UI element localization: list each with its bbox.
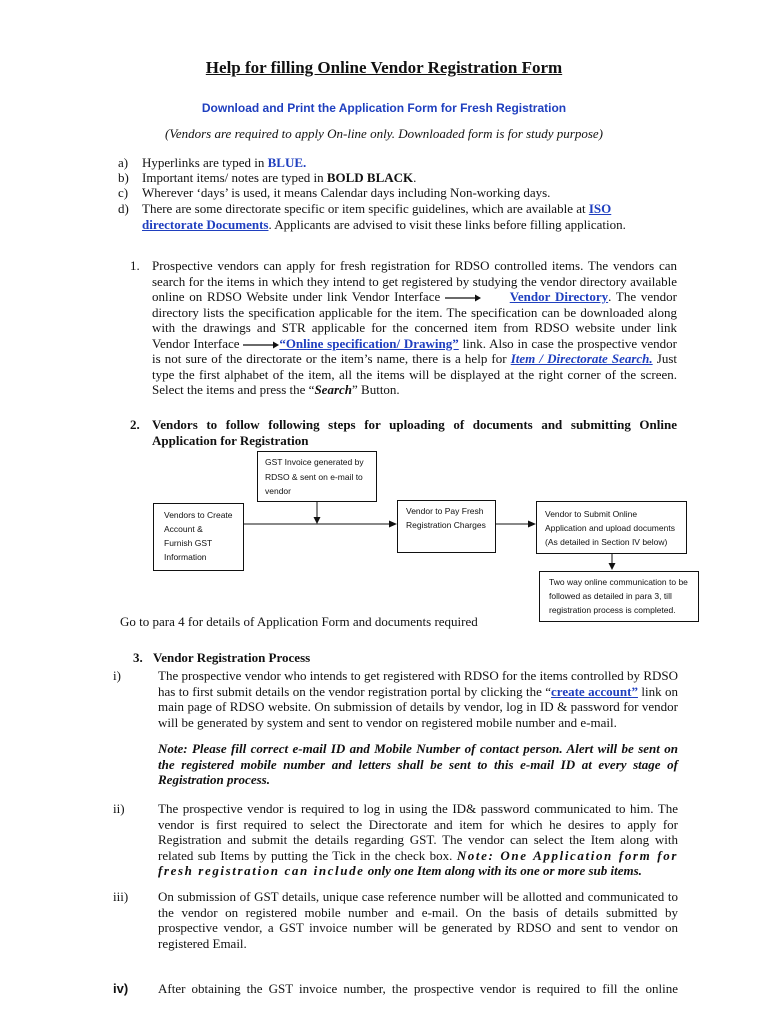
intro-c-label: c) [118, 185, 129, 200]
section3-heading: Vendor Registration Process [153, 650, 311, 665]
section3-ii-note-spaced: Note: One Application form for fresh registration can include [158, 847, 678, 878]
intro-a-blue: BLUE. [267, 155, 307, 170]
section3-ii-text1: The prospective vendor is required to log in using the ID& password communicated to him. The vendor is first required to select the Directorate and item for which he desires to apply for Registration and submit the details regarding GST. The vendor can select the Item along with related sub Items by putting the Tick in the check box. [158, 801, 678, 863]
arrow-right-icon [244, 521, 397, 528]
section3-i-note: Note: Please fill correct e-mail ID and Mobile Number of contact person. Alert will be sent on the registered mobile number and letters shall be sent to this e-mail ID at every stage of Registration process. [158, 741, 678, 787]
section3-ii-paragraph [158, 801, 678, 879]
iso-directorate-link[interactable]: ISO directorate Documents [142, 201, 612, 232]
intro-b-label: b) [118, 170, 129, 185]
section3-ii-label: ii) [113, 801, 125, 816]
arrow-down-icon [314, 502, 321, 524]
submit-application-box: Vendor to Submit Online Application and upload documents (As detailed in Section IV below) [536, 501, 687, 554]
section3-iv-label: iv) [113, 981, 129, 996]
search-word: Search [314, 382, 353, 397]
page-title: Help for filling Online Vendor Registration Form [205, 58, 563, 77]
item1-text1: Prospective vendors can apply for fresh registration for RDSO controlled items. The vendors can search for the items in which they intend to get registered by studying the vendor directory available online on RDSO Website under link Vendor Interface [152, 258, 677, 304]
intro-b: Important items/ notes are typed in BOLD BLACK. [142, 170, 417, 185]
intro-d: There are some directorate specific or item specific guidelines, which are available at ISO directorate Documents. Applicants are advised to visit these links before filling application. [142, 201, 626, 232]
item1-text2: The vendor directory lists the specification applicable for the item. The specification can be downloaded along with the drawings and STR applicable for the concerned item from RDSO website under link Vendor Interface [152, 289, 678, 351]
two-way-communication-box: Two way online communication to be followed as detailed in para 3, till registration process is completed. [539, 571, 699, 622]
gst-invoice-box: GST Invoice generated by RDSO & sent on e-mail to vendor [257, 451, 377, 502]
section3-i-paragraph [158, 668, 678, 730]
section3-iv-text: After obtaining the GST invoice number, the prospective vendor is required to fill the online [158, 981, 678, 996]
arrow-right-icon [496, 521, 536, 528]
download-form-link[interactable]: Download and Print the Application Form for Fresh Registration [201, 101, 567, 115]
intro-c-text: Wherever ‘days’ is used, it means Calendar days including Non-working days. [142, 185, 551, 200]
intro-d-text1: There are some directorate specific or item specific guidelines, which are available at [142, 201, 589, 216]
item-directorate-search-link[interactable]: Item / Directorate Search. [510, 351, 653, 366]
intro-a-label: a) [118, 155, 129, 170]
section3-i-text2: link on main page of RDSO website. On submission of details by vendor, log in ID & password for vendor will be generated by system and sent to vendor on registered mobile number and e-mail. [158, 683, 678, 730]
section3-iii-text: On submission of GST details, unique case reference number will be allotted and communicated to the vendor on registered mobile number and e-mail. On the basis of details submitted by prospective vendor, a GST invoice number will be generated by RDSO and sent to vendor on registered Email. [158, 889, 678, 951]
item1-text4: Just type the first alphabet of the item, all the items will be displayed at the right corner of the screen. Select the items and press the “ [152, 351, 677, 397]
go-to-para-4: Go to para 4 for details of Application Form and documents required [120, 614, 478, 629]
item2-heading: Vendors to follow following steps for uploading of documents and submitting Online Application for Registration [152, 417, 677, 448]
intro-b-bold: BOLD BLACK [326, 170, 414, 185]
create-account-link[interactable]: create account” [551, 683, 638, 699]
section3-i-text1: The prospective vendor who intends to get registered with RDSO for the items controlled by RDSO has to first submit details on the vendor registration portal by clicking the “ [158, 668, 678, 699]
pay-charges-box: Vendor to Pay Fresh Registration Charges [397, 500, 496, 553]
vendor-directory-link[interactable]: Vendor Directory [509, 289, 609, 304]
create-account-box: Vendors to Create Account & Furnish GST Information [153, 503, 244, 571]
item1-text5: ” Button. [352, 382, 400, 397]
intro-a-text: Hyperlinks are typed in [142, 155, 268, 170]
item2-number: 2. [130, 417, 140, 432]
section3-i-label: i) [113, 668, 121, 683]
study-purpose-note: (Vendors are required to apply On-line only. Downloaded form is for study purpose) [165, 126, 603, 141]
section3-iii-label: iii) [113, 889, 129, 904]
section3-number: 3. [133, 650, 143, 665]
intro-d-label: d) [118, 201, 129, 216]
arrow-down-icon [609, 554, 616, 570]
intro-d-text2: Applicants are advised to visit these links before filling application. [271, 216, 626, 232]
item1-number: 1. [130, 258, 140, 273]
online-specification-link[interactable]: “Online specification/ Drawing” [279, 335, 459, 351]
item1-text3: link. Also in case the prospective vendor is not sure of the directorate or the item’s name, there is a help for [152, 335, 677, 366]
item1-paragraph: Prospective vendors can apply for fresh registration for RDSO controlled items. The vendors can search for the items in which they intend to get registered by studying the vendor directory available online on RDSO Website under link Vendor Interface Vendor Directory. The vendor directory lists the specification applicable for the item. The specification can be downloaded along with the drawings and STR applicable for the concerned item from RDSO website under link Vendor Interface “Online specification/ Drawing” link. Also in case the prospective vendor is not sure of the directorate or the item’s name, there is a help for Item / Directorate Search. Just type the first alphabet of the item, all the items will be displayed at the right corner of the screen. Select the items and press the “Search” Button. [152, 258, 678, 397]
intro-b-text: Important items/ notes are typed in [142, 170, 327, 185]
section3-ii-note-rest: only one Item along with its one or more sub items. [364, 863, 642, 878]
